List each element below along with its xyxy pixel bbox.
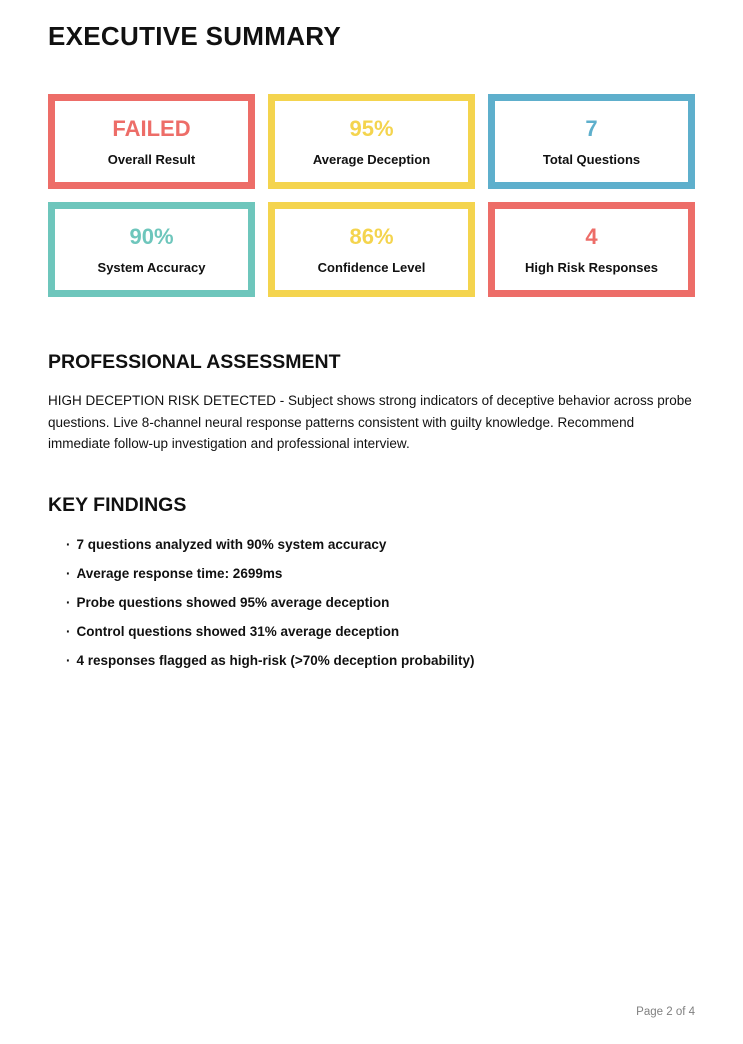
key-finding-item: [66, 625, 695, 639]
stat-value: 95%: [349, 115, 394, 141]
stat-card-total-questions: [488, 94, 695, 189]
page-title: EXECUTIVE SUMMARY: [48, 21, 342, 51]
stat-card-high-risk-responses: [488, 202, 695, 297]
stat-label: Overall Result: [107, 151, 196, 167]
stat-card-system-accuracy: [48, 202, 255, 297]
stat-label: High Risk Responses: [525, 259, 658, 275]
stat-card-overall-result: [48, 94, 255, 189]
bullet-glyph: ·: [66, 536, 71, 552]
page-number: Page 2 of 4: [636, 1006, 695, 1018]
key-finding-text: Probe questions showed 95% average deception: [76, 594, 390, 610]
key-finding-item: [66, 567, 695, 581]
stat-label: Total Questions: [542, 151, 641, 167]
key-finding-item: [66, 596, 695, 610]
stat-value: FAILED: [112, 115, 191, 141]
stat-label: Confidence Level: [317, 259, 426, 275]
key-findings-heading: KEY FINDINGS: [48, 493, 187, 516]
stat-label: Average Deception: [312, 151, 431, 167]
key-findings-list: [48, 538, 695, 668]
bullet-glyph: ·: [66, 565, 71, 581]
key-finding-text: Average response time: 2699ms: [76, 565, 283, 581]
professional-assessment-body: HIGH DECEPTION RISK DETECTED - Subject shows strong indicators of deceptive behavior across probe questions. Live 8-channel neural response patterns consistent with guilty knowledge. Recommend immediate follow-up investigation and professional interview.: [48, 393, 692, 451]
stat-card-confidence-level: [268, 202, 475, 297]
stat-value: 86%: [349, 223, 394, 249]
bullet-glyph: ·: [66, 652, 71, 668]
key-finding-text: 4 responses flagged as high-risk (>70% deception probability): [76, 652, 475, 668]
key-finding-text: Control questions showed 31% average deception: [76, 623, 400, 639]
stat-value: 4: [585, 223, 598, 249]
key-finding-text: 7 questions analyzed with 90% system accuracy: [76, 536, 387, 552]
bullet-glyph: ·: [66, 623, 71, 639]
stat-value: 90%: [129, 223, 174, 249]
stat-value: 7: [585, 115, 598, 141]
key-finding-item: [66, 654, 695, 668]
stat-label: System Accuracy: [97, 259, 206, 275]
summary-cards-grid: [48, 94, 695, 297]
key-finding-item: [66, 538, 695, 552]
professional-assessment-heading: PROFESSIONAL ASSESSMENT: [48, 351, 341, 373]
bullet-glyph: ·: [66, 594, 71, 610]
stat-card-average-deception: [268, 94, 475, 189]
